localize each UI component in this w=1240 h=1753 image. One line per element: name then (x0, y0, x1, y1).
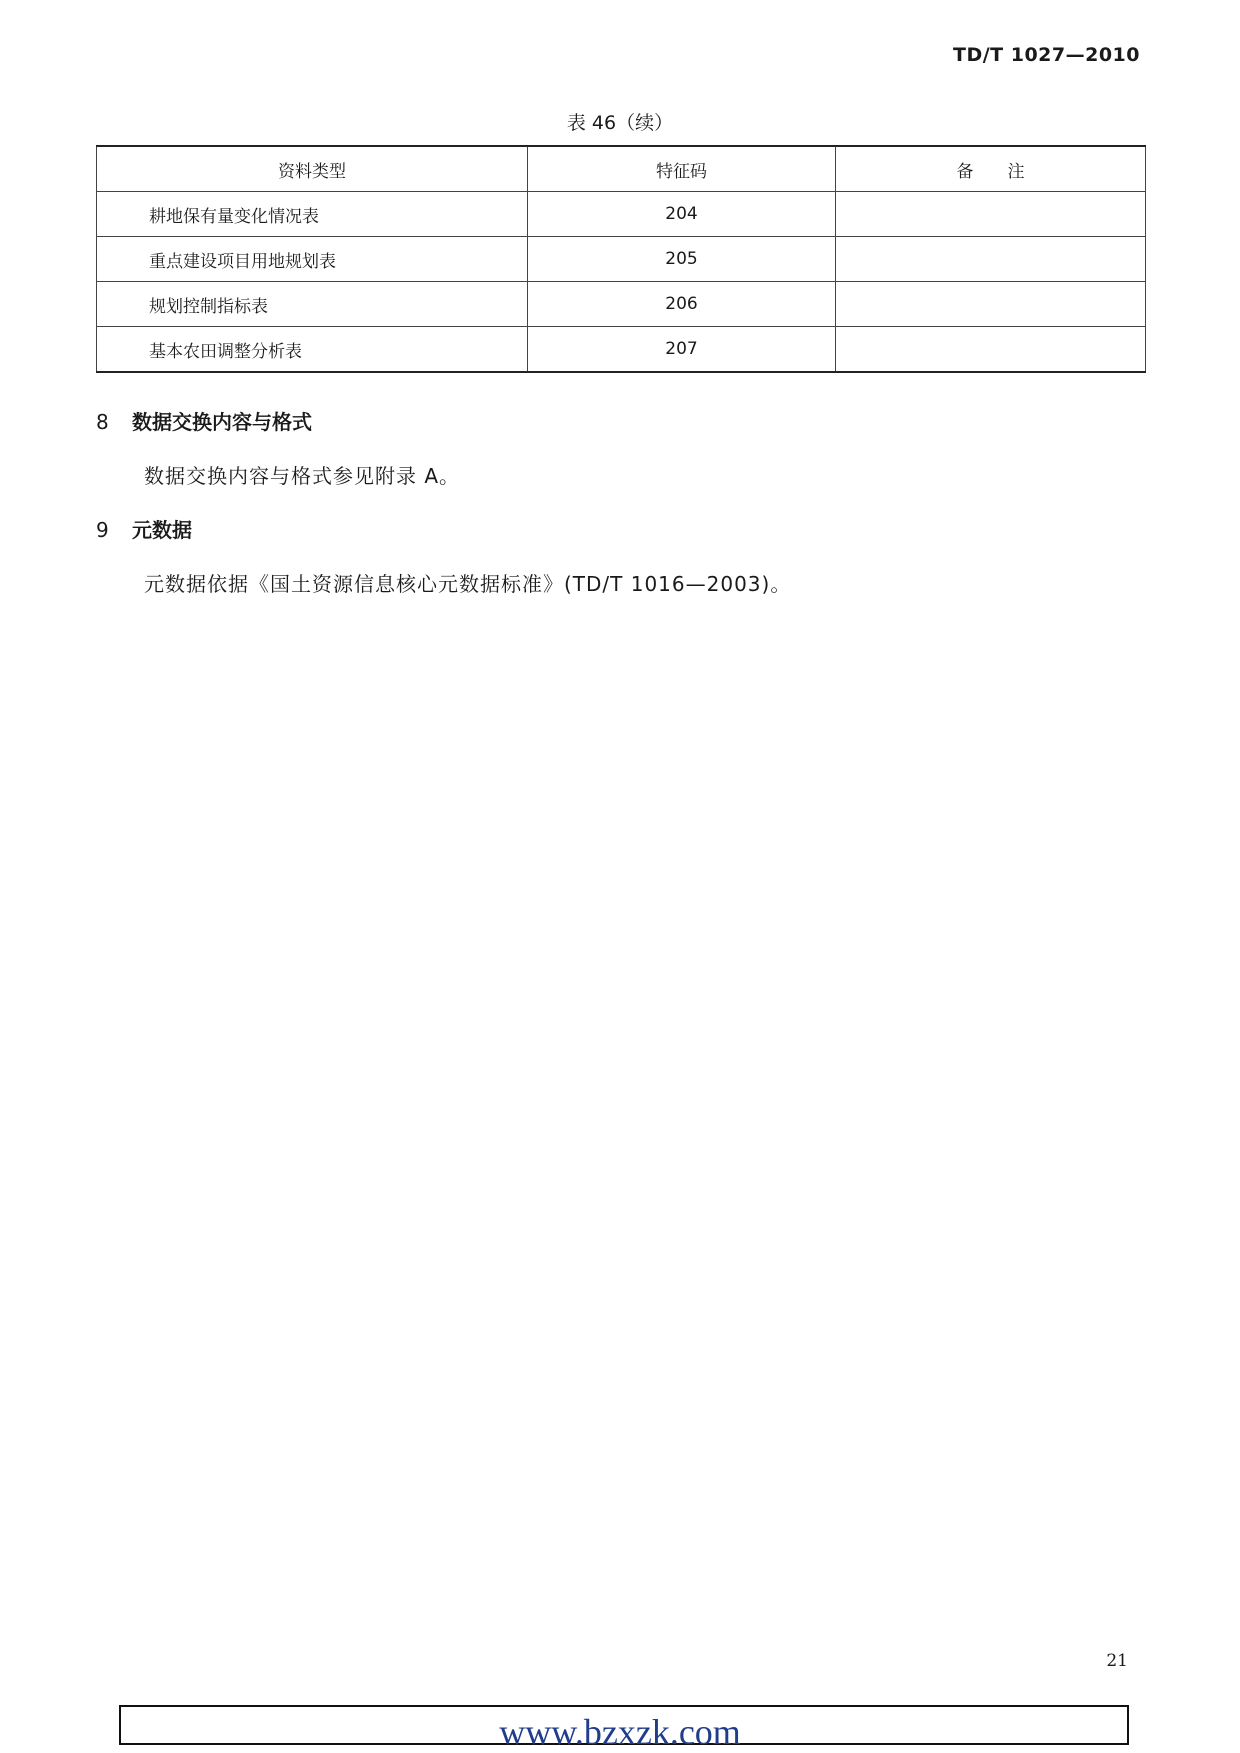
column-header-type: 资料类型 (97, 146, 528, 192)
cell-type: 基本农田调整分析表 (97, 327, 528, 373)
cell-note (836, 282, 1146, 327)
cell-note (836, 192, 1146, 237)
cell-code: 205 (528, 237, 836, 282)
cell-code: 207 (528, 327, 836, 373)
cell-type: 耕地保有量变化情况表 (97, 192, 528, 237)
cell-note (836, 327, 1146, 373)
data-type-table (96, 145, 1146, 373)
section-number: 8 (96, 410, 109, 434)
table-row (97, 327, 1146, 373)
page-number: 21 (1106, 1651, 1128, 1671)
cell-code: 206 (528, 282, 836, 327)
section-9-heading (96, 514, 192, 543)
table-caption: 表 46（续） (566, 112, 674, 134)
cell-code: 204 (528, 192, 836, 237)
section-9-body: 元数据依据《国土资源信息核心元数据标准》(TD/T 1016—2003)。 (144, 572, 792, 596)
column-header-code: 特征码 (528, 146, 836, 192)
cell-note (836, 237, 1146, 282)
section-title: 数据交换内容与格式 (132, 410, 312, 434)
table-header-row (97, 146, 1146, 192)
cell-type: 规划控制指标表 (97, 282, 528, 327)
section-title: 元数据 (132, 518, 192, 542)
table-row (97, 237, 1146, 282)
table-row (97, 192, 1146, 237)
section-number: 9 (96, 518, 109, 542)
cell-type: 重点建设项目用地规划表 (97, 237, 528, 282)
section-8-heading (96, 406, 312, 435)
table-row (97, 282, 1146, 327)
section-8-body: 数据交换内容与格式参见附录 A。 (144, 464, 461, 488)
standard-code: TD/T 1027—2010 (952, 44, 1140, 66)
footer-url-link[interactable]: www.bzxzk.com (499, 1712, 741, 1752)
column-header-note: 备 注 (836, 146, 1146, 192)
